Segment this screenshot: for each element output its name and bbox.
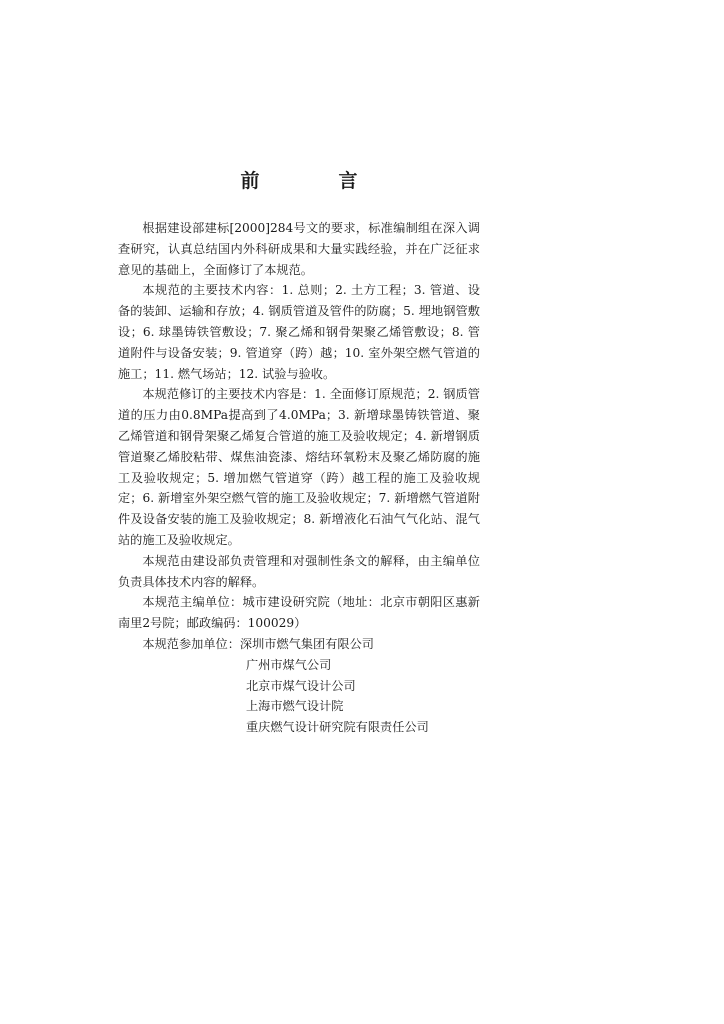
participant-item: 广州市煤气公司 xyxy=(246,657,332,672)
paragraph-main-contents: 本规范的主要技术内容：1. 总则；2. 土方工程；3. 管道、设备的装卸、运输和存放；4. 钢质管道及管件的防腐；5. 埋地钢管敷设；6. 球墨铸铁管敷设；7. 聚乙烯和钢骨架聚乙烯管敷设；8. 管道附件与设备安装；9. 管道穿（跨）越；10. 室外架空燃气管道的施工；11. 燃气场站；12. 试验与验收。 xyxy=(118,283,480,381)
participants-first-row xyxy=(118,634,480,655)
paragraph-chief-editor: 本规范主编单位：城市建设研究院（地址：北京市朝阳区惠新南里2号院；邮政编码：100029） xyxy=(118,595,480,631)
paragraph-revision-contents: 本规范修订的主要技术内容是：1. 全面修订原规范；2. 钢质管道的压力由0.8MPa提高到了4.0MPa；3. 新增球墨铸铁管道、聚乙烯管道和钢骨架聚乙烯复合管道的施工及验收规定；4. 新增钢质管道聚乙烯胶粘带、煤焦油瓷漆、熔结环氧粉末及聚乙烯防腐的施工及验收规定；5. 增加燃气管道穿（跨）越工程的施工及验收规定；6. 新增室外架空燃气管的施工及验收规定；7. 新增燃气管道附件及设备安装的施工及验收规定；8. 新增液化石油气气化站、混气站的施工及验收规定。 xyxy=(118,387,480,547)
page-title: 前 言 xyxy=(240,170,388,192)
participants-label: 本规范参加单位： xyxy=(142,636,240,651)
participant-item: 重庆燃气设计研究院有限责任公司 xyxy=(246,720,429,735)
paragraph-management: 本规范由建设部负责管理和对强制性条文的解释，由主编单位负责具体技术内容的解释。 xyxy=(118,553,480,589)
participant-item: 上海市燃气设计院 xyxy=(246,699,344,714)
participants-list xyxy=(118,634,480,738)
paragraph-background: 根据建设部建标[2000]284号文的要求，标准编制组在深入调查研究，认真总结国内外科研成果和大量实践经验，并在广泛征求意见的基础上，全面修订了本规范。 xyxy=(118,221,480,277)
preface-body xyxy=(118,218,480,738)
participant-item: 北京市煤气设计公司 xyxy=(246,678,356,693)
participant-item: 深圳市燃气集团有限公司 xyxy=(239,636,374,651)
